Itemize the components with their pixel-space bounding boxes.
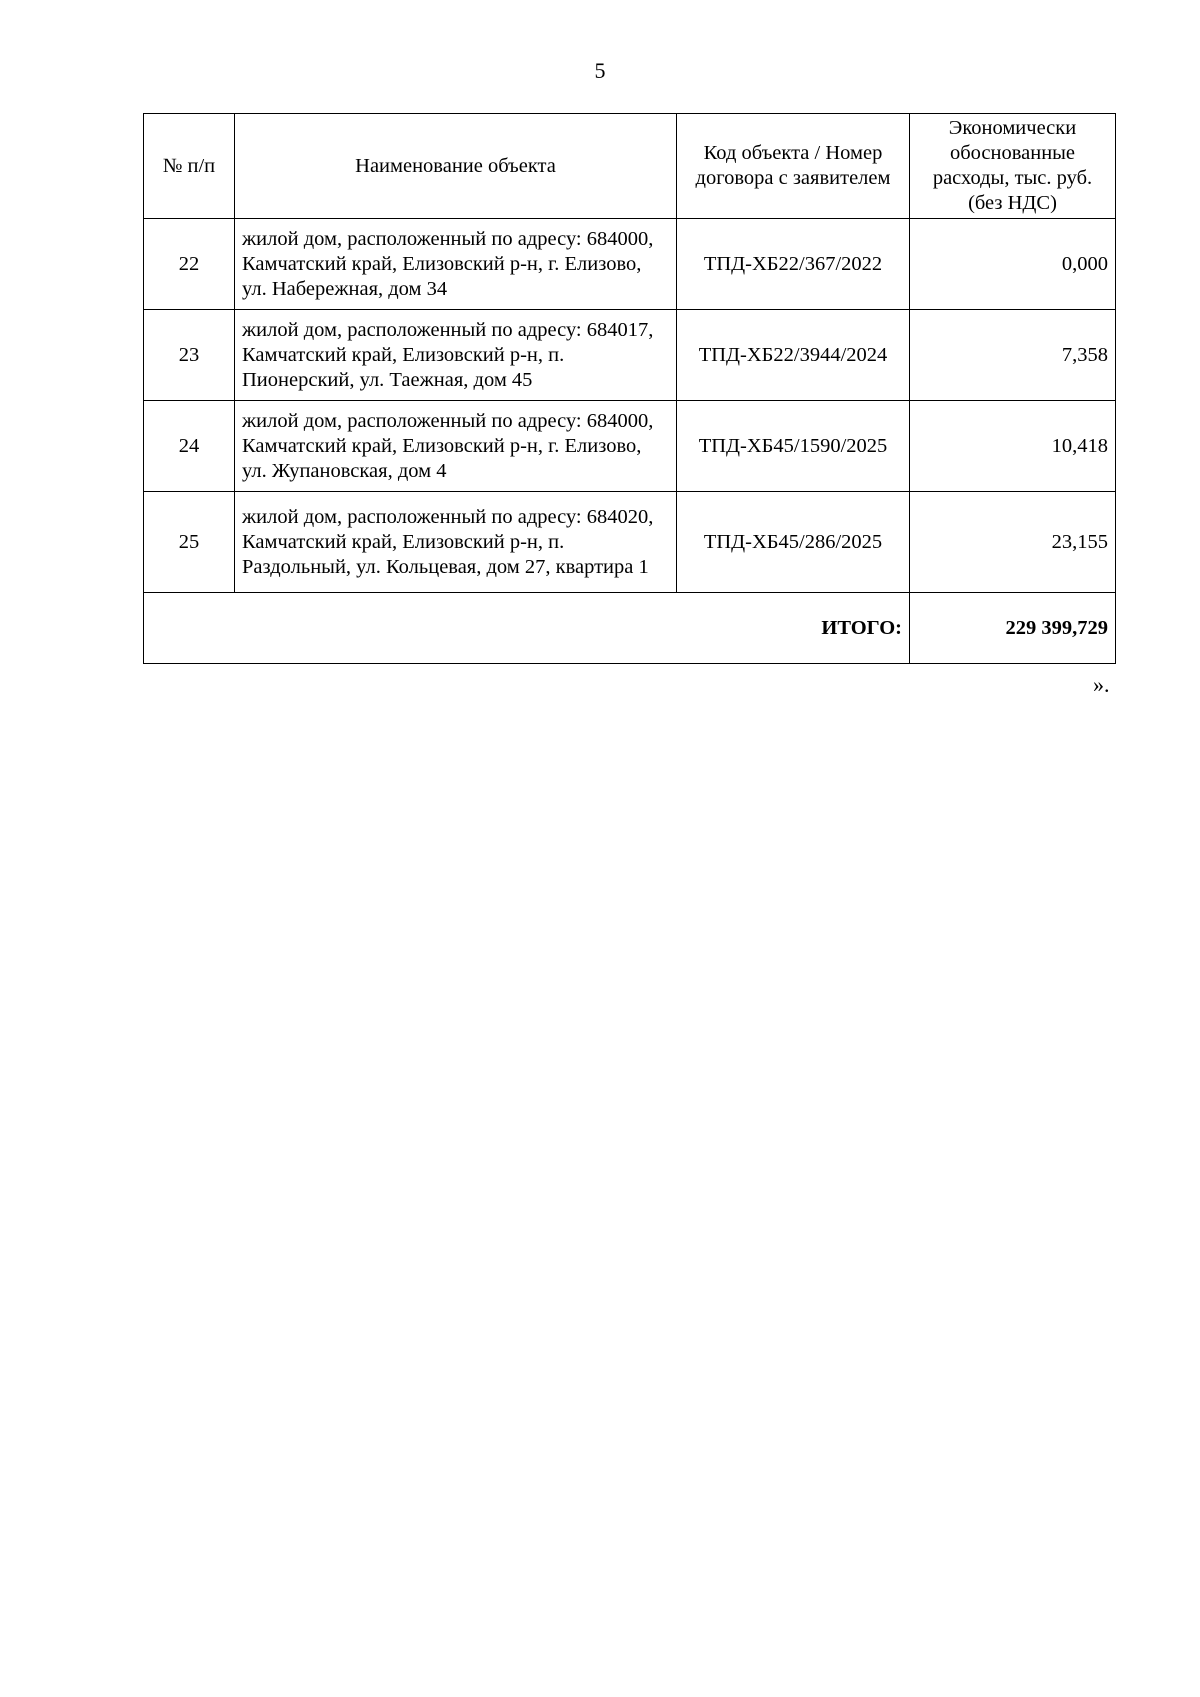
header-name: Наименование объекта bbox=[235, 114, 677, 219]
row-name: жилой дом, расположенный по адресу: 684000, Камчатский край, Елизовский р-н, г. Елизово, ул. Набережная, дом 34 bbox=[235, 219, 677, 310]
total-label: ИТОГО: bbox=[144, 593, 910, 664]
row-code: ТПД-ХБ45/1590/2025 bbox=[677, 401, 910, 492]
row-cost: 23,155 bbox=[910, 492, 1116, 593]
row-code: ТПД-ХБ22/3944/2024 bbox=[677, 310, 910, 401]
row-cost: 7,358 bbox=[910, 310, 1116, 401]
header-num: № п/п bbox=[144, 114, 235, 219]
row-code: ТПД-ХБ45/286/2025 bbox=[677, 492, 910, 593]
row-cost: 10,418 bbox=[910, 401, 1116, 492]
row-num: 25 bbox=[144, 492, 235, 593]
total-row bbox=[144, 593, 1116, 664]
cost-table bbox=[143, 113, 1116, 664]
page-number: 5 bbox=[594, 58, 606, 83]
table-row bbox=[144, 401, 1116, 492]
row-name: жилой дом, расположенный по адресу: 684017, Камчатский край, Елизовский р-н, п. Пионерский, ул. Таежная, дом 45 bbox=[235, 310, 677, 401]
table-row bbox=[144, 492, 1116, 593]
total-value: 229 399,729 bbox=[910, 593, 1116, 664]
header-code: Код объекта / Номер договора с заявителем bbox=[677, 114, 910, 219]
row-num: 23 bbox=[144, 310, 235, 401]
table-header-row bbox=[144, 114, 1116, 219]
table-row bbox=[144, 219, 1116, 310]
row-name: жилой дом, расположенный по адресу: 684020, Камчатский край, Елизовский р-н, п. Раздольный, ул. Кольцевая, дом 27, квартира 1 bbox=[235, 492, 677, 593]
header-cost: Экономически обоснованные расходы, тыс. руб. (без НДС) bbox=[910, 114, 1116, 219]
row-cost: 0,000 bbox=[910, 219, 1116, 310]
row-code: ТПД-ХБ22/367/2022 bbox=[677, 219, 910, 310]
row-name: жилой дом, расположенный по адресу: 684000, Камчатский край, Елизовский р-н, г. Елизово, ул. Жупановская, дом 4 bbox=[235, 401, 677, 492]
closing-quote-mark: ». bbox=[1093, 672, 1110, 697]
table-row bbox=[144, 310, 1116, 401]
row-num: 24 bbox=[144, 401, 235, 492]
row-num: 22 bbox=[144, 219, 235, 310]
